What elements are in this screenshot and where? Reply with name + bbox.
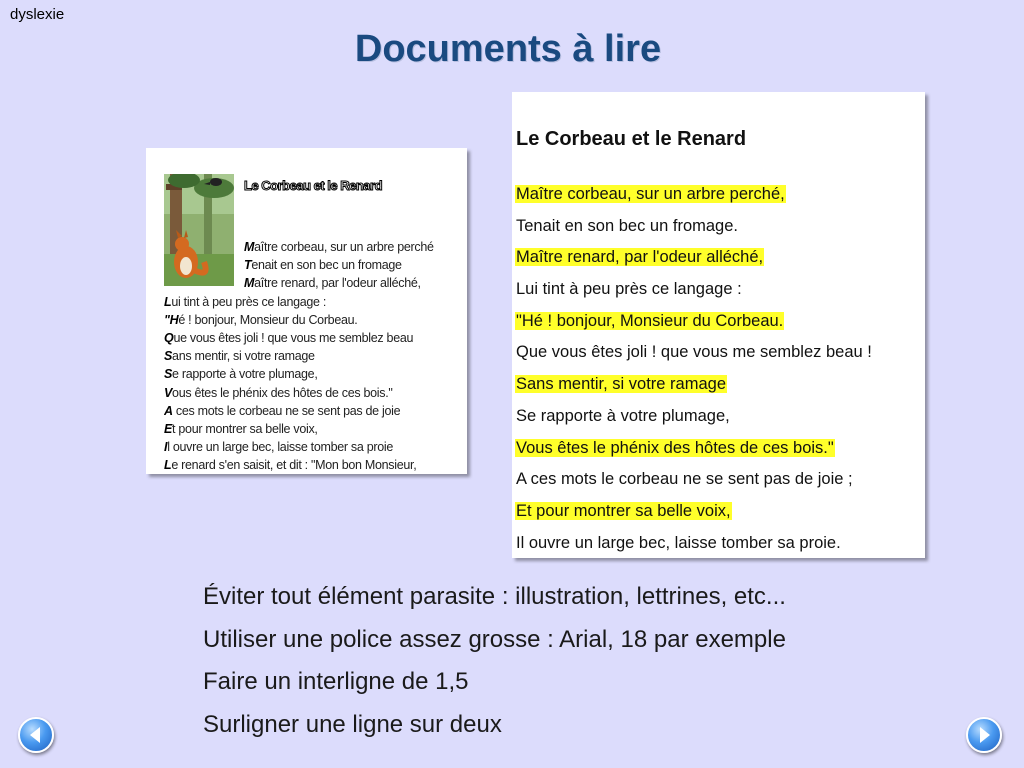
lettrine: T bbox=[244, 258, 252, 273]
plain-line: Lui tint à peu près ce langage : bbox=[516, 280, 742, 299]
original-line bbox=[164, 256, 463, 274]
lettrine: M bbox=[244, 276, 255, 291]
slide-title: Documents à lire bbox=[354, 28, 662, 70]
plain-line: Se rapporte à votre plumage, bbox=[516, 406, 730, 425]
next-slide-button[interactable] bbox=[966, 717, 1002, 753]
original-line bbox=[164, 384, 463, 402]
tip-item: Utiliser une police assez grosse : Arial, 18 par exemple bbox=[203, 625, 786, 653]
lettrine: E bbox=[164, 422, 173, 437]
original-document-title: Le Corbeau et le Renard bbox=[244, 178, 383, 193]
original-document-text bbox=[164, 238, 463, 474]
original-line bbox=[164, 293, 463, 311]
original-line-text: l ouvre un large bec, laisse tomber sa proie bbox=[167, 440, 394, 455]
lettrine: Q bbox=[164, 331, 174, 346]
lettrine: I bbox=[164, 440, 168, 455]
tips-list bbox=[203, 581, 963, 751]
original-line bbox=[164, 311, 463, 329]
original-line-text: ous êtes le phénix des hôtes de ces bois." bbox=[172, 385, 393, 400]
original-line-text: ces mots le corbeau ne se sent pas de joie bbox=[172, 403, 401, 418]
original-line-text: ue vous êtes joli ! que vous me semblez beau bbox=[173, 331, 414, 346]
lettrine: S bbox=[164, 349, 173, 364]
lettrine: L bbox=[164, 294, 172, 309]
original-line bbox=[164, 238, 463, 256]
original-line-text: e rapporte à votre plumage, bbox=[172, 367, 318, 382]
original-line-text: enait en son bec un fromage bbox=[251, 258, 402, 273]
plain-line: Il ouvre un large bec, laisse tomber sa proie. bbox=[516, 533, 841, 552]
lettrine: S bbox=[164, 367, 173, 382]
original-line-text: ui tint à peu près ce langage : bbox=[171, 294, 327, 309]
arrow-right-icon bbox=[968, 719, 1000, 751]
highlighted-line: Maître renard, par l'odeur alléché, bbox=[516, 248, 764, 267]
highlighted-line: Vous êtes le phénix des hôtes de ces bois." bbox=[516, 438, 834, 457]
original-line bbox=[164, 456, 463, 474]
adapted-document-title: Le Corbeau et le Renard bbox=[516, 128, 747, 150]
adapted-document bbox=[512, 92, 925, 558]
plain-line: A ces mots le corbeau ne se sent pas de joie ; bbox=[516, 470, 853, 489]
plain-line: Que vous êtes joli ! que vous me semblez beau ! bbox=[516, 343, 872, 362]
original-line-text: t pour montrer sa belle voix, bbox=[172, 422, 318, 437]
original-line-text: e renard s'en saisit, et dit : "Mon bon Monsieur, bbox=[171, 458, 417, 473]
plain-line: Tenait en son bec un fromage. bbox=[516, 216, 738, 235]
highlighted-line: "Hé ! bonjour, Monsieur du Corbeau. bbox=[516, 311, 784, 330]
original-line bbox=[164, 347, 463, 365]
original-line-text: ans mentir, si votre ramage bbox=[172, 349, 315, 364]
original-document bbox=[146, 148, 467, 474]
original-line bbox=[164, 438, 463, 456]
highlighted-line: Sans mentir, si votre ramage bbox=[516, 375, 727, 394]
lettrine: "H bbox=[164, 312, 179, 327]
original-line bbox=[164, 274, 463, 292]
corner-label: dyslexie bbox=[10, 6, 65, 23]
lettrine: V bbox=[164, 385, 173, 400]
tip-item: Surligner une ligne sur deux bbox=[203, 710, 502, 738]
lettrine: L bbox=[164, 458, 172, 473]
tip-item: Éviter tout élément parasite : illustration, lettrines, etc... bbox=[203, 583, 786, 610]
highlighted-line: Maître corbeau, sur un arbre perché, bbox=[516, 185, 785, 203]
highlighted-line: Et pour montrer sa belle voix, bbox=[516, 501, 731, 520]
original-line-text: aître corbeau, sur un arbre perché bbox=[254, 240, 434, 254]
original-line-text: aître renard, par l'odeur alléché, bbox=[254, 276, 421, 291]
lettrine: M bbox=[244, 240, 255, 254]
tip-item: Faire un interligne de 1,5 bbox=[203, 668, 469, 695]
adapted-document-text bbox=[515, 183, 919, 558]
original-line bbox=[164, 329, 463, 347]
lettrine: A bbox=[164, 403, 173, 418]
original-line-text: é ! bonjour, Monsieur du Corbeau. bbox=[178, 312, 358, 327]
arrow-left-icon bbox=[20, 719, 52, 751]
original-line bbox=[164, 420, 463, 438]
previous-slide-button[interactable] bbox=[18, 717, 54, 753]
original-line bbox=[164, 402, 463, 420]
original-line bbox=[164, 365, 463, 383]
